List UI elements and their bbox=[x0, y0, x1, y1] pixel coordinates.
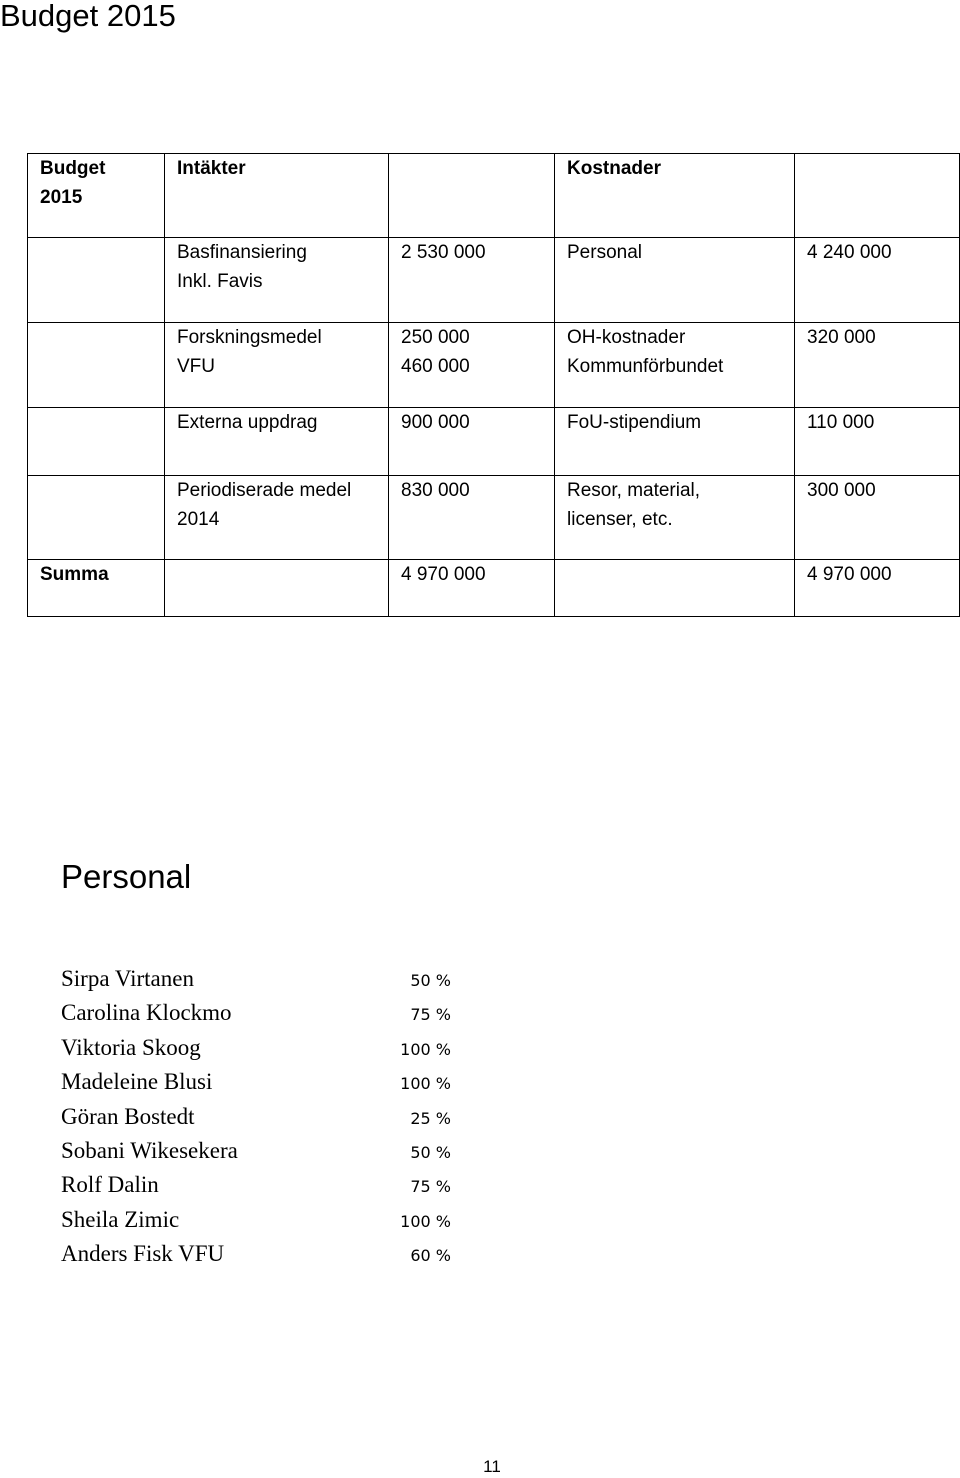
cost-amount: 300 000 bbox=[795, 476, 960, 560]
budget-table bbox=[27, 153, 960, 617]
table-row bbox=[28, 238, 960, 323]
cost-item: Resor, material, licenser, etc. bbox=[555, 476, 795, 560]
list-item bbox=[61, 1138, 461, 1172]
personal-list bbox=[61, 966, 461, 1276]
person-percent: 50 % bbox=[410, 971, 451, 990]
list-item bbox=[61, 1172, 461, 1206]
cost-item: Personal bbox=[555, 238, 795, 323]
header-costs-amount bbox=[795, 154, 960, 238]
cost-amount: 4 240 000 bbox=[795, 238, 960, 323]
header-costs: Kostnader bbox=[555, 154, 795, 238]
header-income-amount bbox=[389, 154, 555, 238]
total-row bbox=[28, 560, 960, 617]
list-item bbox=[61, 1241, 461, 1275]
table-cell bbox=[555, 560, 795, 617]
person-name: Anders Fisk VFU bbox=[61, 1241, 225, 1267]
header-budget-year: Budget 2015 bbox=[28, 154, 165, 238]
table-row bbox=[28, 408, 960, 476]
table-cell bbox=[28, 323, 165, 408]
person-percent: 50 % bbox=[410, 1142, 451, 1162]
person-name: Sobani Wikesekera bbox=[61, 1137, 238, 1163]
table-cell bbox=[28, 408, 165, 476]
table-cell bbox=[165, 560, 389, 617]
person-percent: 100 % bbox=[400, 1074, 451, 1094]
page-title: Budget 2015 bbox=[0, 0, 176, 33]
person-name: Viktoria Skoog bbox=[61, 1034, 201, 1060]
income-item: Periodiserade medel 2014 bbox=[165, 476, 389, 560]
total-costs: 4 970 000 bbox=[795, 560, 960, 617]
table-cell bbox=[28, 238, 165, 323]
list-item bbox=[61, 1104, 461, 1138]
person-name: Madeleine Blusi bbox=[61, 1069, 213, 1095]
cost-amount: 320 000 bbox=[795, 323, 960, 408]
person-name: Sirpa Virtanen bbox=[61, 966, 194, 991]
person-percent: 60 % bbox=[410, 1246, 451, 1266]
person-percent: 25 % bbox=[410, 1108, 451, 1128]
income-amount: 250 000 460 000 bbox=[389, 323, 555, 408]
list-item bbox=[61, 1207, 461, 1241]
person-name: Sheila Zimic bbox=[61, 1206, 180, 1232]
person-percent: 75 % bbox=[410, 1005, 451, 1025]
cost-item: FoU-stipendium bbox=[555, 408, 795, 476]
header-income: Intäkter bbox=[165, 154, 389, 238]
income-item: Forskningsmedel VFU bbox=[165, 323, 389, 408]
list-item bbox=[61, 1069, 461, 1103]
person-name: Carolina Klockmo bbox=[61, 1000, 232, 1026]
income-item: Externa uppdrag bbox=[165, 408, 389, 476]
person-percent: 100 % bbox=[400, 1039, 451, 1059]
person-percent: 100 % bbox=[400, 1211, 451, 1231]
person-name: Rolf Dalin bbox=[61, 1172, 159, 1198]
table-row bbox=[28, 323, 960, 408]
page-number: 11 bbox=[483, 1457, 501, 1476]
person-percent: 75 % bbox=[410, 1177, 451, 1197]
total-label: Summa bbox=[28, 560, 165, 617]
table-cell bbox=[28, 476, 165, 560]
cost-item: OH-kostnader Kommunförbundet bbox=[555, 323, 795, 408]
income-amount: 2 530 000 bbox=[389, 238, 555, 323]
income-amount: 830 000 bbox=[389, 476, 555, 560]
income-amount: 900 000 bbox=[389, 408, 555, 476]
section-title-personal: Personal bbox=[61, 858, 192, 895]
list-item bbox=[61, 1035, 461, 1069]
table-row bbox=[28, 476, 960, 560]
person-name: Göran Bostedt bbox=[61, 1103, 195, 1129]
table-header-row bbox=[28, 154, 960, 238]
list-item bbox=[61, 1000, 461, 1034]
cost-amount: 110 000 bbox=[795, 408, 960, 476]
total-income: 4 970 000 bbox=[389, 560, 555, 617]
income-item: Basfinansiering Inkl. Favis bbox=[165, 238, 389, 323]
list-item bbox=[61, 966, 461, 1000]
